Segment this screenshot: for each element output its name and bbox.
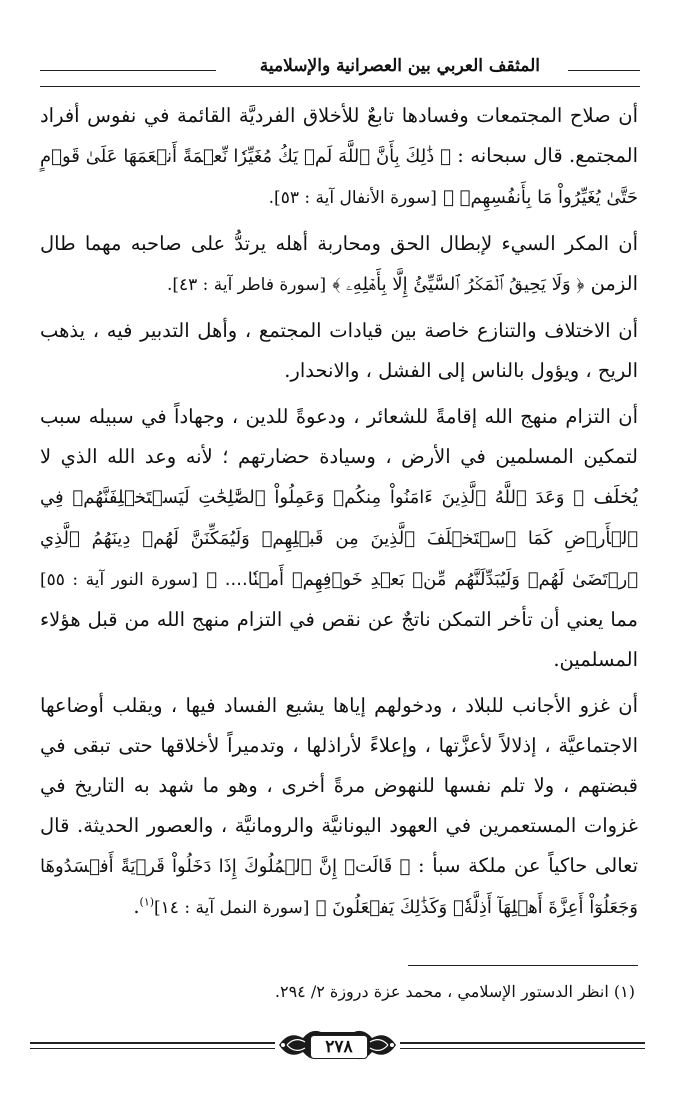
paragraph — [40, 96, 638, 218]
quran-quote: ﴿ قَالَتۡ إِنَّ ٱلۡمُلُوكَ إِذَا دَخَلُواْ قَرۡيَةً أَفۡسَدُوهَا وَجَعَلُوٓاْ أَعِزَّةَ أَهۡلِهَآ أَذِلَّةٗۚ وَكَذَٰلِكَ يَفۡعَلُونَ ﴾ — [40, 856, 638, 918]
page-footer — [30, 1020, 645, 1070]
paragraph-text: أن صلاح المجتمعات وفسادها تابعٌ للأخلاق الفرديَّة القائمة في نفوس أفراد المجتمع. قال سبحانه : — [40, 104, 639, 167]
paragraph-text: أن الاختلاف والتنازع خاصة بين قيادات المجتمع ، وأهل التدبير فيه ، يذهب الريح ، ويؤول بالناس إلى الفشل ، والانحدار. — [40, 319, 638, 382]
footer-rule — [400, 1048, 645, 1049]
paragraph — [40, 686, 638, 928]
paragraph-text: مما يعني أن تأخر التمكن ناتجٌ عن نقص في التزام منهج الله من قبل هؤلاء المسلمين. — [40, 608, 638, 671]
header-title: المثقف العربي بين العصرانية والإسلامية — [254, 56, 546, 76]
footnote-marker[interactable]: (١) — [139, 895, 155, 909]
body-text — [40, 96, 638, 934]
footer-rule — [30, 1048, 275, 1049]
footnote: (١) انظر الدستور الإسلامي ، محمد عزة دروزة ٢/ ٢٩٤. — [274, 982, 635, 1001]
page-number: ٢٧٨ — [310, 1035, 368, 1059]
quran-quote: ﴿ وَلَا يَحِيقُ ٱلۡمَكۡرُ ٱلسَّيِّئُ إِلَّا بِأَهۡلِهِۦ ﴾ — [332, 274, 585, 295]
header-divider — [40, 86, 640, 87]
quran-reference: [سورة الأنفال آية : ٥٣]. — [268, 188, 437, 208]
header-rule — [40, 70, 216, 71]
quran-quote: ﴿ ذَٰلِكَ بِأَنَّ ٱللَّهَ لَمۡ يَكُ مُغَيِّرٗا نِّعۡمَةً أَنۡعَمَهَا عَلَىٰ قَوۡمٍ حَتَّىٰ يُغَيِّرُواْ مَا بِأَنفُسِهِمۡ ﴾ — [40, 146, 638, 208]
paragraph — [40, 397, 638, 680]
running-header — [40, 56, 640, 92]
footer-rule — [400, 1042, 645, 1044]
paragraph-text: أن غزو الأجانب للبلاد ، ودخولهم إياها يشيع الفساد فيها ، ويقلب أوضاعها الاجتماعيَّة ، إذلالاً لأعزَّتها ، وإعلاءً لأراذلها ، وتدميراً لأخلاقها حتى تبقى في قبضتهم ، ولا تلم نفسها للنهوض مرةً أخرى ، وهو ما شهد به التاريخ في غزوات المستعمرين في العهود اليونانيَّة والرومانيَّة ، والعصور الحديثة. قال تعالى حاكياً عن ملكة سبأ : — [40, 694, 638, 877]
footnote-divider — [408, 965, 638, 966]
quran-reference: [سورة فاطر آية : ٤٣]. — [166, 275, 327, 295]
paragraph — [40, 311, 638, 391]
quran-quote: ﴿ وَعَدَ ٱللَّهُ ٱلَّذِينَ ءَامَنُواْ مِنكُمۡ وَعَمِلُواْ ٱلصَّٰلِحَٰتِ لَيَسۡتَخۡلِفَنَّهُمۡ فِي ٱلۡأَرۡضِ كَمَا ٱسۡتَخۡلَفَ ٱلَّذِينَ مِن قَبۡلِهِمۡ وَلَيُمَكِّنَنَّ لَهُمۡ دِينَهُمُ ٱلَّذِي ٱرۡتَضَىٰ لَهُمۡ وَلَيُبَدِّلَنَّهُم مِّنۢ بَعۡدِ خَوۡفِهِمۡ أَمۡنٗا.... ﴾ — [40, 487, 638, 590]
footer-rule — [30, 1042, 275, 1044]
paragraph-text: . — [133, 895, 140, 918]
paragraph — [40, 224, 638, 305]
quran-reference: [سورة النمل آية : ١٤] — [154, 898, 310, 918]
header-rule — [568, 70, 640, 71]
quran-reference: [سورة النور آية : ٥٥] — [40, 570, 198, 590]
paragraph-text: أن المكر السيء لإبطال الحق ومحاربة أهله يرتدُّ على صاحبه مهما طال الزمن — [40, 232, 638, 295]
paragraph-text: أن التزام منهج الله إقامةً للشعائر ، ودعوةً للدين ، وجهاداً في سبيله سبب لتمكين المسلمين في الأرض ، وسيادة حضارتهم ؛ لأنه وعد الله الذي لا يُخلَف — [40, 405, 638, 508]
